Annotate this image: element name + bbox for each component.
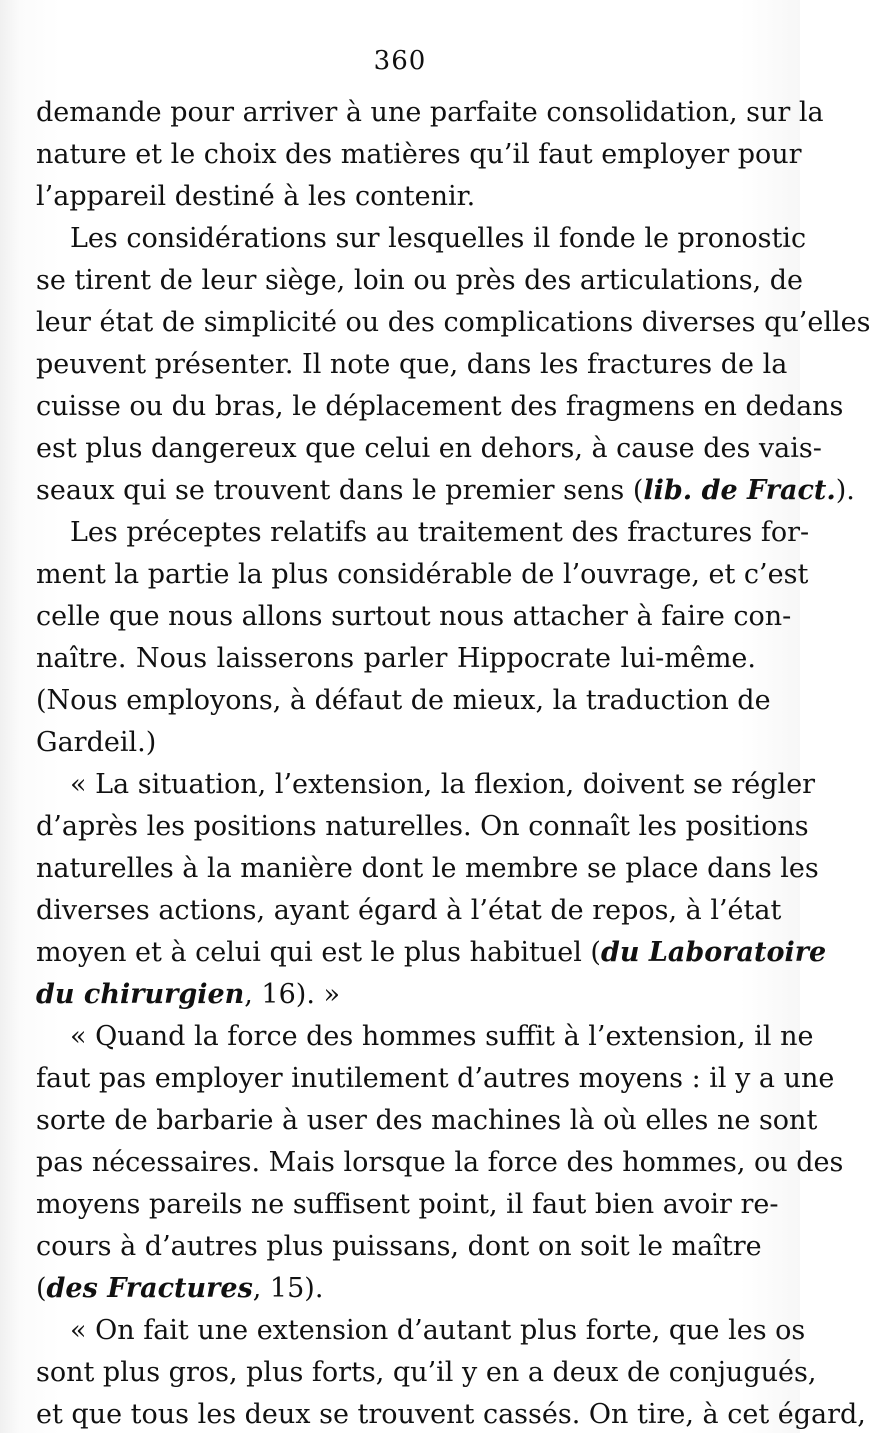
text-line-l11	[36, 512, 810, 554]
text-line-l21	[36, 932, 827, 974]
text-line-l20	[36, 890, 782, 932]
text-segment: sorte de barbarie à user des machines là où elles ne sont	[36, 1105, 818, 1136]
text-segment: se tirent de leur siège, loin ou près des articulations, de	[36, 265, 804, 296]
text-segment: et que tous les deux se trouvent cassés. On tire, à cet égard,	[36, 1399, 866, 1430]
italic-citation: du chirurgien	[36, 979, 245, 1010]
text-line-l05	[36, 260, 804, 302]
text-line-l32	[36, 1394, 866, 1436]
text-segment: « La situation, l’extension, la flexion, doivent se régler	[70, 769, 816, 800]
text-line-l04	[36, 218, 807, 260]
text-segment: d’après les positions naturelles. On connaît les positions	[36, 811, 809, 842]
text-line-l02	[36, 134, 802, 176]
text-line-l31	[36, 1352, 817, 1394]
text-segment: moyens pareils ne suffisent point, il faut bien avoir re-	[36, 1189, 779, 1220]
text-segment: est plus dangereux que celui en dehors, à cause des vais-	[36, 433, 822, 464]
text-segment: « Quand la force des hommes suffit à l’extension, il ne	[70, 1021, 814, 1052]
text-segment: moyen et à celui qui est le plus habituel (	[36, 937, 601, 968]
text-segment: « On fait une extension d’autant plus forte, que les os	[70, 1315, 806, 1346]
text-line-l06	[36, 302, 870, 344]
text-segment: diverses actions, ayant égard à l’état de repos, à l’état	[36, 895, 782, 926]
text-segment: , 16). »	[244, 979, 341, 1010]
text-segment: , 15).	[252, 1273, 324, 1304]
text-segment: nature et le choix des matières qu’il faut employer pour	[36, 139, 802, 170]
text-line-l27	[36, 1184, 779, 1226]
text-segment: ).	[835, 475, 855, 506]
text-line-l09	[36, 428, 822, 470]
text-segment: cours à d’autres plus puissans, dont on soit le maître	[36, 1231, 762, 1262]
text-segment: peuvent présenter. Il note que, dans les fractures de la	[36, 349, 788, 380]
text-line-l28	[36, 1226, 762, 1268]
text-line-l07	[36, 344, 788, 386]
text-line-l03	[36, 176, 756, 218]
text-segment: naître. Nous laisserons parler Hippocrate lui-même.	[36, 643, 756, 674]
text-segment: Gardeil.)	[36, 727, 157, 758]
text-segment: seaux qui se trouvent dans le premier sens (	[36, 475, 644, 506]
text-line-l24	[36, 1058, 835, 1100]
text-segment: (	[36, 1273, 47, 1304]
text-line-l08	[36, 386, 844, 428]
text-segment: demande pour arriver à une parfaite consolidation, sur la	[36, 97, 824, 128]
text-line-l10	[36, 470, 855, 512]
text-line-l14	[36, 638, 756, 680]
page-number: 360	[373, 46, 427, 76]
text-line-l26	[36, 1142, 844, 1184]
text-segment: leur état de simplicité ou des complications diverses qu’elles	[36, 307, 870, 338]
text-line-l29	[36, 1268, 756, 1310]
text-segment: sont plus gros, plus forts, qu’il y en a deux de conjugués,	[36, 1357, 817, 1388]
text-line-l25	[36, 1100, 818, 1142]
text-line-l15	[36, 680, 771, 722]
text-line-l30	[36, 1310, 806, 1352]
text-segment: (Nous employons, à défaut de mieux, la traduction de	[36, 685, 771, 716]
text-segment: Les préceptes relatifs au traitement des fractures for-	[70, 517, 810, 548]
body-text	[36, 92, 870, 1436]
text-segment: Les considérations sur lesquelles il fonde le pronostic	[70, 223, 807, 254]
text-line-l22	[36, 974, 756, 1016]
text-line-l23	[36, 1016, 814, 1058]
text-line-l19	[36, 848, 819, 890]
text-segment: faut pas employer inutilement d’autres moyens : il y a une	[36, 1063, 835, 1094]
text-line-l17	[36, 764, 816, 806]
text-line-l12	[36, 554, 809, 596]
text-segment: celle que nous allons surtout nous attacher à faire con-	[36, 601, 792, 632]
text-line-l13	[36, 596, 792, 638]
italic-citation: lib. de Fract.	[643, 475, 836, 506]
text-segment: cuisse ou du bras, le déplacement des fragmens en dedans	[36, 391, 844, 422]
text-line-l01	[36, 92, 824, 134]
text-line-l18	[36, 806, 809, 848]
italic-citation: du Laboratoire	[600, 937, 827, 968]
text-segment: l’appareil destiné à les contenir.	[36, 181, 476, 212]
text-segment: naturelles à la manière dont le membre se place dans les	[36, 853, 819, 884]
text-segment: ment la partie la plus considérable de l’ouvrage, et c’est	[36, 559, 809, 590]
text-segment: pas nécessaires. Mais lorsque la force des hommes, ou des	[36, 1147, 844, 1178]
text-line-l16	[36, 722, 756, 764]
italic-citation: des Fractures	[46, 1273, 253, 1304]
